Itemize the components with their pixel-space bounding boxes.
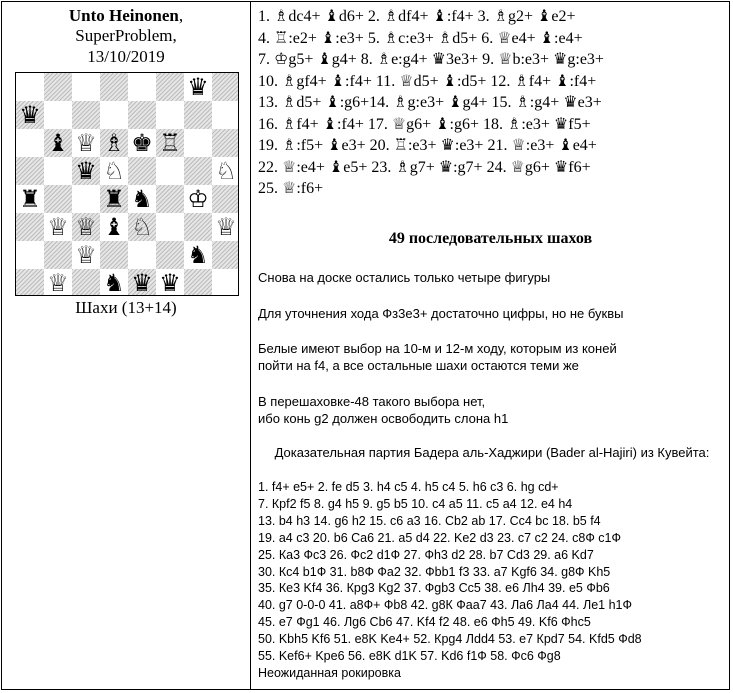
board-square [156, 213, 184, 241]
diagram-caption: Шахи (13+14) [75, 298, 177, 317]
board-square [156, 73, 184, 101]
board-square [128, 73, 156, 101]
board-square [100, 73, 128, 101]
author-line: Unto Heinonen, [68, 6, 184, 25]
proof-line: 30. Кс4 b1Ф 31. b8Ф Фа2 32. Фbb1 f3 33. a7 Kgf6 34. g8Ф Kh5 [258, 564, 611, 579]
board-square [16, 73, 44, 101]
proof-line: 45. e7 Фg1 46. Лg6 Cb6 47. Kf4 f2 48. e6 Фh5 49. Kf6 Фhc5 [258, 615, 591, 630]
board-square: ♖ [156, 129, 184, 157]
proof-line: 40. g7 0-0-0 41. a8Ф+ Фb8 42. g8К Фаа7 43. Ла6 Ла4 44. Ле1 h1Ф [258, 598, 632, 613]
source: SuperProblem, [75, 26, 177, 45]
board-square [44, 241, 72, 269]
board-square [16, 269, 44, 296]
board-square [184, 269, 212, 296]
board-square: ♕ [72, 241, 100, 269]
solution-moves [258, 6, 604, 200]
board-square [100, 101, 128, 129]
board-square [212, 241, 239, 269]
board-square: ♕ [212, 213, 239, 241]
chess-board [15, 72, 239, 296]
note-paragraph: Для уточнения хода Фз3е3+ достаточно цифры, но не буквы [258, 306, 624, 321]
note-paragraph: Снова на доске остались только четыре фигуры [258, 270, 551, 285]
proof-line: Неожиданная рокировка [258, 665, 401, 680]
board-square: ♕ [72, 213, 100, 241]
board-square: ♕ [44, 269, 72, 296]
proof-game-title: Доказательная партия Бадера аль-Хаджири (Bader al-Hajiri) из Кувейта: [274, 445, 710, 460]
board-square [72, 269, 100, 296]
board-square: ♛ [128, 269, 156, 296]
proof-line: 7. Крf2 f5 8. g4 h5 9. g5 b5 10. c4 a5 11. c5 a4 12. e4 h4 [258, 496, 573, 511]
proof-line: 13. b4 h3 14. g6 h2 15. c6 a3 16. Cb2 ab 17. Cc4 bc 18. b5 f4 [258, 513, 601, 528]
move-line: 4. ♖:e2+ ♝:e3+ 5. ♗c:e3+ ♗d5+ 6. ♕e4+ ♝:e4+ [258, 29, 583, 47]
proof-line: 55. Kef6+ Kpe6 56. e8K d1K 57. Kd6 f1Ф 58. Фc6 Фg8 [258, 649, 561, 664]
board-square: ♕ [72, 129, 100, 157]
board-square [184, 101, 212, 129]
note-line: пойти на f4, а все остальные шахи остаются теми же [258, 358, 579, 373]
board-square [212, 101, 239, 129]
board-square: ♛ [184, 73, 212, 101]
move-line: 16. ♗f4+ ♝:f4+ 17. ♕g6+ ♝:g6+ 18. ♗:e3+ ♛f5+ [258, 115, 591, 133]
move-line: 25. ♕:f6+ [258, 180, 324, 197]
move-line: 7. ♔g5+ ♝g4+ 8. ♗e:g4+ ♛3e3+ 9. ♕b:e3+ ♛g:e3+ [258, 51, 604, 68]
move-line: 19. ♗:f5+ ♝e3+ 20. ♖:e3+ ♛:e3+ 21. ♕:e3+ ♝e4+ [258, 137, 597, 154]
move-line: 10. ♗gf4+ ♝:f4+ 11. ♕d5+ ♝:d5+ 12. ♗f4+ ♝:f4+ [258, 72, 597, 90]
board-square [156, 101, 184, 129]
note-paragraph [258, 393, 508, 427]
note-paragraph [258, 340, 617, 374]
board-square: ♗ [100, 129, 128, 157]
board-square: ♜ [16, 185, 44, 213]
board-square [44, 185, 72, 213]
note-line: ибо конь g2 должен освободить слона h1 [258, 411, 509, 426]
problem-card [1, 1, 730, 690]
board-square [212, 73, 239, 101]
author-name: Unto Heinonen [68, 6, 179, 25]
note-line: В перешаховке-48 такого выбора нет, [258, 394, 486, 409]
board-square: ♘ [128, 213, 156, 241]
board-square [156, 185, 184, 213]
board-square: ♝ [44, 129, 72, 157]
board-square: ♘ [212, 157, 239, 185]
board-square [128, 157, 156, 185]
diagram-panel [2, 2, 250, 689]
note-line: Белые имеют выбор на 10-м и 12-м ходу, которым из коней [258, 341, 617, 356]
board-square [16, 129, 44, 157]
board-square: ♜ [100, 185, 128, 213]
board-square: ♞ [100, 269, 128, 296]
board-square [100, 241, 128, 269]
board-square: ♞ [184, 241, 212, 269]
proof-line: 50. Kbh5 Kf6 51. e8K Ke4+ 52. Крg4 Лdd4 53. e7 Крd7 54. Kfd5 Фd8 [258, 632, 642, 647]
move-line: 13. ♗d5+ ♝:g6+14. ♗g:e3+ ♝g4+ 15. ♗:g4+ ♛e3+ [258, 94, 602, 111]
board-square [212, 129, 239, 157]
proof-line: 25. Ка3 Фс3 26. Фс2 d1Ф 27. Фh3 d2 28. b7 Cd3 29. a6 Kd7 [258, 547, 594, 562]
board-square: ♘ [100, 157, 128, 185]
board-square [16, 241, 44, 269]
board-square: ♛ [72, 157, 100, 185]
move-line: 1. ♗dc4+ ♝d6+ 2. ♗df4+ ♝:f4+ 3. ♗g2+ ♝e2+ [258, 8, 576, 25]
proof-line: 35. Ке3 Kf4 36. Крg3 Kg2 37. Фgb3 Cc5 38. e6 Лh4 39. e5 Фb6 [258, 581, 610, 596]
board-square: ♚ [128, 129, 156, 157]
board-square [184, 129, 212, 157]
date: 13/10/2019 [87, 47, 165, 66]
proof-game-moves [258, 479, 642, 682]
move-line: 22. ♕:e4+ ♝e5+ 23. ♗g7+ ♛:g7+ 24. ♕g6+ ♛f6+ [258, 158, 591, 176]
board-square [128, 241, 156, 269]
board-square: ♛ [16, 101, 44, 129]
board-square [72, 101, 100, 129]
board-square: ♞ [128, 185, 156, 213]
board-square [16, 213, 44, 241]
section-title: 49 последовательных шахов [388, 230, 593, 247]
board-square [16, 157, 44, 185]
board-square [212, 185, 239, 213]
solution-panel [251, 2, 730, 689]
board-square [44, 157, 72, 185]
board-square: ♕ [44, 213, 72, 241]
board-square [44, 73, 72, 101]
board-square [156, 157, 184, 185]
board-square [72, 73, 100, 101]
board-square: ♛ [156, 269, 184, 296]
board-square [184, 213, 212, 241]
board-square [72, 185, 100, 213]
proof-line: 1. f4+ e5+ 2. fe d5 3. h4 c5 4. h5 c4 5. h6 c3 6. hg cd+ [258, 480, 559, 494]
board-square [184, 157, 212, 185]
proof-line: 19. a4 c3 20. b6 Ca6 21. a5 d4 22. Ke2 d3 23. c7 c2 24. c8Ф c1Ф [258, 530, 622, 545]
board-square: ♔ [184, 185, 212, 213]
board-square [128, 101, 156, 129]
board-square: ♝ [100, 213, 128, 241]
board-square [212, 269, 239, 296]
board-square [156, 241, 184, 269]
board-square [44, 101, 72, 129]
